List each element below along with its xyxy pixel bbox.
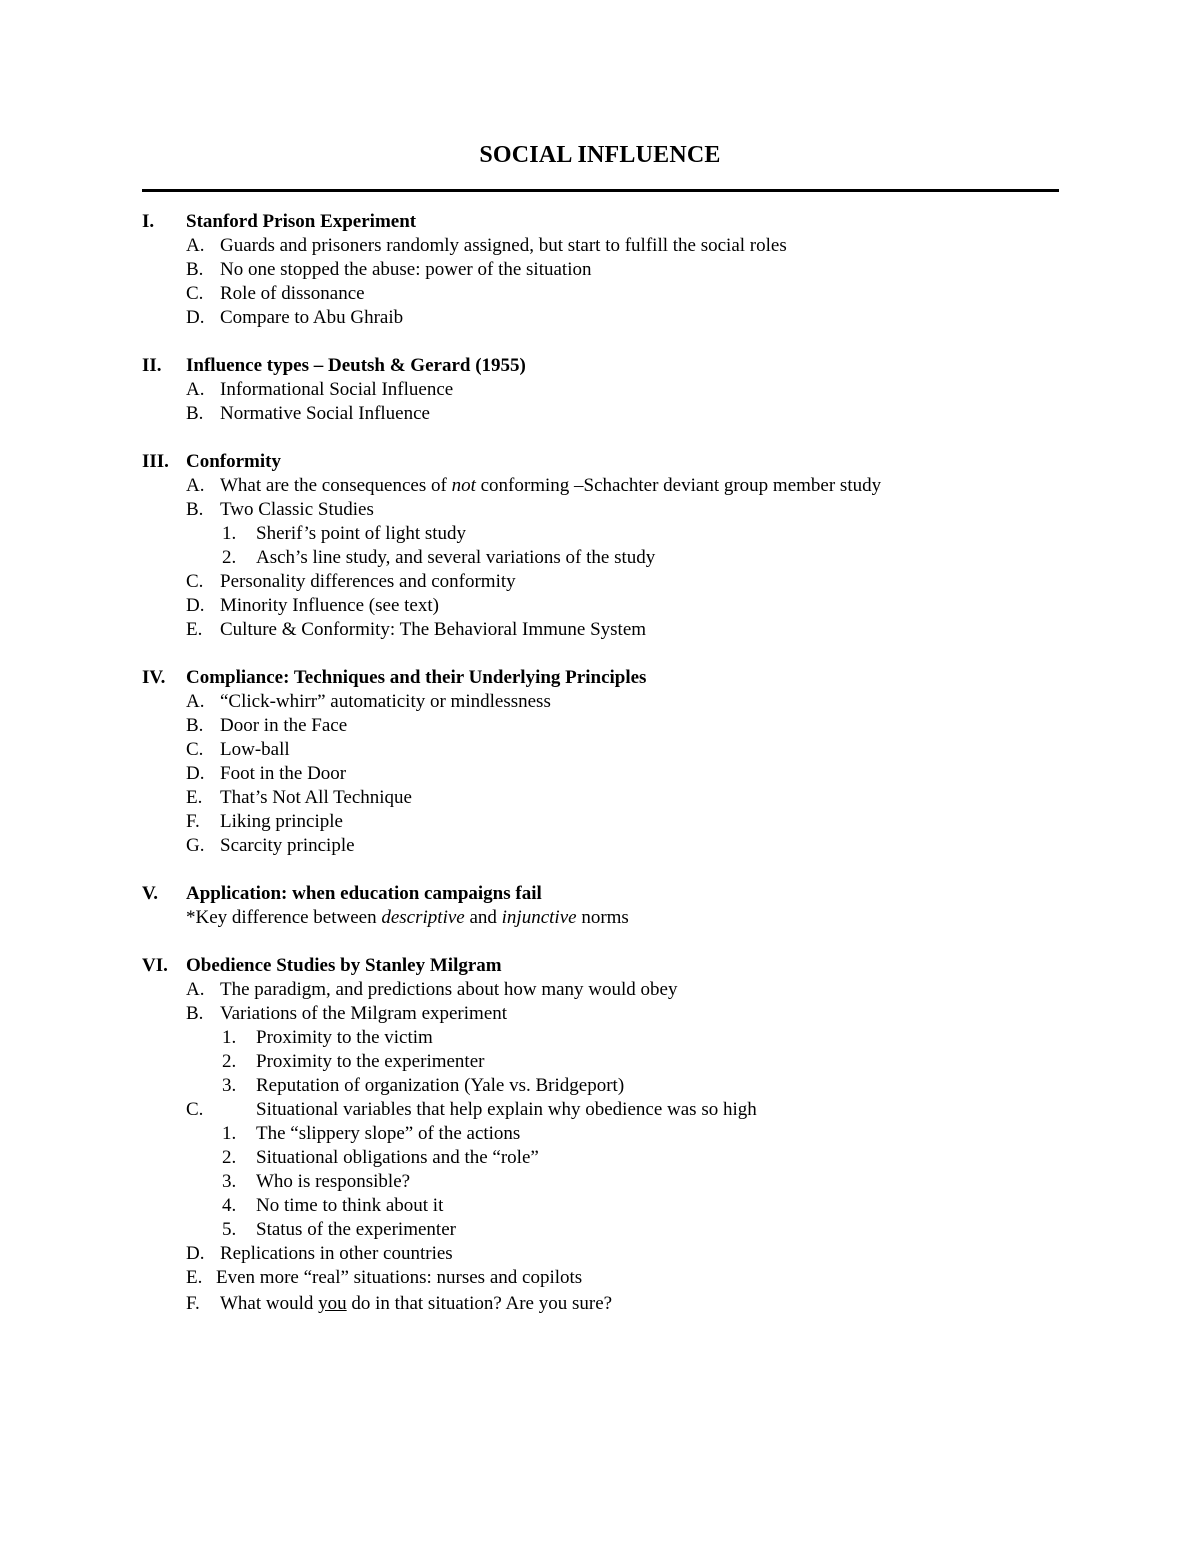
item-text: That’s Not All Technique (220, 787, 412, 808)
item-label: C. (186, 283, 204, 304)
section-title: Conformity (186, 451, 281, 472)
item-label: B. (186, 715, 204, 736)
item-text: Two Classic Studies (220, 499, 374, 520)
item-label: E. (186, 1267, 203, 1288)
subitem-label: 3. (222, 1171, 237, 1192)
subitem-text: Proximity to the victim (256, 1027, 433, 1048)
item-text: The paradigm, and predictions about how many would obey (220, 979, 678, 1000)
section-note (186, 906, 629, 930)
subitem-label: 1. (222, 1123, 237, 1144)
section-number: I. (142, 211, 155, 232)
item-text-underline: you (318, 1293, 347, 1314)
item-label: A. (186, 379, 205, 400)
item-text-emphasis: not (451, 475, 476, 496)
item-label: B. (186, 1003, 204, 1024)
item-text: Informational Social Influence (220, 379, 454, 400)
item-label: B. (186, 259, 204, 280)
note-emphasis: injunctive (501, 907, 577, 928)
title-divider (142, 189, 1059, 192)
item-text: Normative Social Influence (220, 403, 430, 424)
item-label: D. (186, 1243, 205, 1264)
section-number: II. (142, 355, 162, 376)
item-label: F. (186, 811, 200, 832)
subitem-label: 3. (222, 1075, 237, 1096)
item-text: “Click-whirr” automaticity or mindlessness (220, 691, 551, 712)
item-text: Even more “real” situations: nurses and copilots (216, 1267, 583, 1288)
item-text: Culture & Conformity: The Behavioral Immune System (220, 619, 647, 640)
item-label: A. (186, 979, 205, 1000)
item-label: A. (186, 691, 205, 712)
item-text (220, 474, 881, 498)
note-part: norms (576, 907, 629, 928)
item-text: Guards and prisoners randomly assigned, but start to fulfill the social roles (220, 235, 787, 256)
subitem-label: 1. (222, 1027, 237, 1048)
subitem-label: 2. (222, 547, 237, 568)
subitem-label: 2. (222, 1147, 237, 1168)
item-text: No one stopped the abuse: power of the situation (220, 259, 592, 280)
subitem-text: Status of the experimenter (256, 1219, 456, 1240)
item-text-part: What would (220, 1293, 319, 1314)
subitem-label: 2. (222, 1051, 237, 1072)
item-text: Minority Influence (see text) (220, 595, 439, 616)
note-part: and (464, 907, 502, 928)
subitem-text: Proximity to the experimenter (256, 1051, 485, 1072)
item-text: Replications in other countries (220, 1243, 453, 1264)
subitem-text: The “slippery slope” of the actions (256, 1123, 521, 1144)
section-number: V. (142, 883, 159, 904)
item-label: G. (186, 835, 205, 856)
section-title: Influence types – Deutsh & Gerard (1955) (186, 355, 526, 376)
section-title: Obedience Studies by Stanley Milgram (186, 955, 502, 976)
item-label: F. (186, 1293, 200, 1314)
item-label: A. (186, 475, 205, 496)
section-title: Compliance: Techniques and their Underlying Principles (186, 667, 647, 688)
item-label: C. (186, 1099, 204, 1120)
subitem-text: Who is responsible? (256, 1171, 411, 1192)
section-number: III. (142, 451, 169, 472)
subitem-text: No time to think about it (256, 1195, 444, 1216)
subitem-text: Asch’s line study, and several variations of the study (256, 547, 656, 568)
subitem-label: 1. (222, 523, 237, 544)
subitem-label: 4. (222, 1195, 237, 1216)
subitem-label: 5. (222, 1219, 237, 1240)
item-text-part: conforming –Schachter deviant group member study (475, 475, 882, 496)
item-label: D. (186, 595, 205, 616)
note-emphasis: descriptive (381, 907, 465, 928)
item-text-part: do in that situation? Are you sure? (346, 1293, 613, 1314)
section-title: Application: when education campaigns fail (186, 883, 542, 904)
item-text: Role of dissonance (220, 283, 365, 304)
item-text: Variations of the Milgram experiment (220, 1003, 508, 1024)
item-label: D. (186, 763, 205, 784)
item-text: Personality differences and conformity (220, 571, 516, 592)
note-part: *Key difference between (186, 907, 382, 928)
section-number: IV. (142, 667, 166, 688)
item-text: Compare to Abu Ghraib (220, 307, 404, 328)
item-text-part: What are the consequences of (220, 475, 452, 496)
item-text: Foot in the Door (220, 763, 347, 784)
subitem-text: Situational obligations and the “role” (256, 1147, 539, 1168)
item-label: B. (186, 403, 204, 424)
item-text: Low-ball (220, 739, 290, 760)
item-label: A. (186, 235, 205, 256)
item-label: E. (186, 787, 203, 808)
item-label: C. (186, 571, 204, 592)
section-title: Stanford Prison Experiment (186, 211, 417, 232)
item-text: Door in the Face (220, 715, 348, 736)
item-text: Situational variables that help explain why obedience was so high (256, 1099, 757, 1120)
item-text: Liking principle (220, 811, 343, 832)
item-text: Scarcity principle (220, 835, 355, 856)
page-title: SOCIAL INFLUENCE (479, 142, 721, 168)
item-label: C. (186, 739, 204, 760)
section-number: VI. (142, 955, 168, 976)
item-label: B. (186, 499, 204, 520)
item-label: E. (186, 619, 203, 640)
item-label: D. (186, 307, 205, 328)
subitem-text: Reputation of organization (Yale vs. Bridgeport) (256, 1075, 625, 1096)
subitem-text: Sherif’s point of light study (256, 523, 467, 544)
item-text (220, 1292, 612, 1316)
